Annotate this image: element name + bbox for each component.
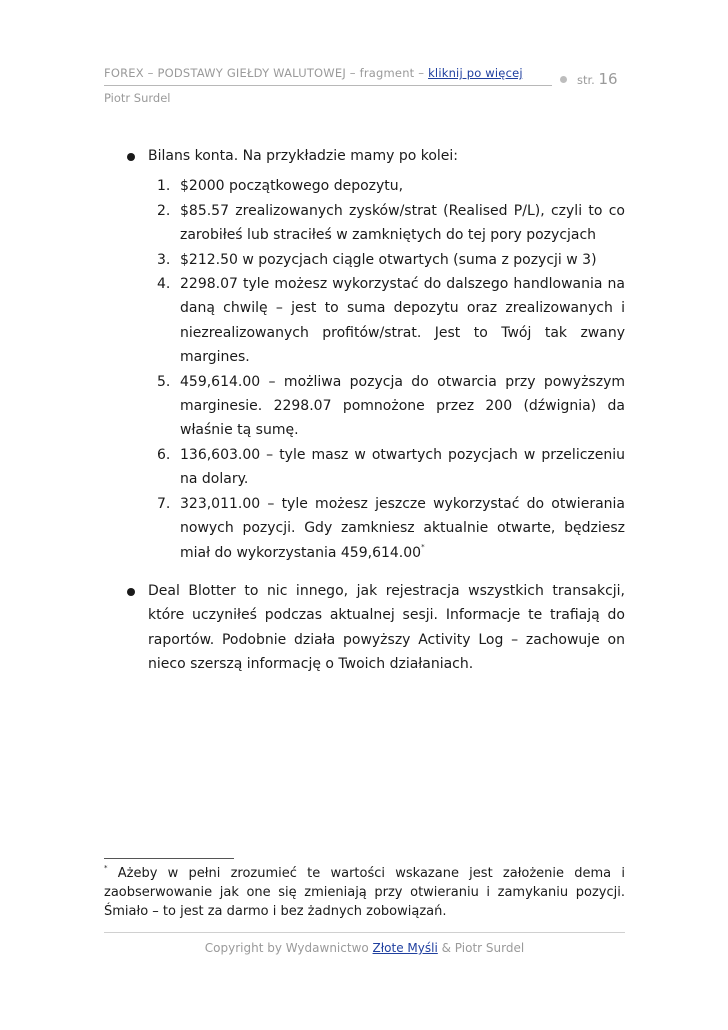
- footer-rule: [104, 932, 625, 933]
- list-item-text: 459,614.00 – możliwa pozycja do otwarcia przy powyższym marginesie. 2298.07 pomnożone przez 200 (dźwignia) da właśnie tą sumę.: [180, 373, 625, 439]
- header-author: Piotr Surdel: [104, 91, 171, 105]
- publisher-link[interactable]: Złote Myśli: [372, 941, 438, 955]
- page-footer: [104, 941, 625, 955]
- footnote-rule: [104, 858, 234, 859]
- footer-suffix: & Piotr Surdel: [441, 941, 525, 955]
- list-number: 2.: [157, 202, 171, 219]
- bullet-icon: [127, 153, 135, 161]
- bullet-dot-icon: [560, 76, 567, 83]
- list-item: [104, 443, 625, 492]
- more-link[interactable]: kliknij po więcej: [428, 66, 523, 80]
- list-item-text: 323,011.00 – tyle możesz jeszcze wykorzystać do otwierania nowych pozycji. Gdy zamkniesz aktualnie otwarte, będziesz miał do wykorzystania 459,614.00: [180, 495, 625, 561]
- list-number: 7.: [157, 495, 171, 512]
- list-item-text: 2298.07 tyle możesz wykorzystać do dalszego handlowania na daną chwilę – jest to suma depozytu oraz zrealizowanych i niezrealizowanych profitów/strat. Jest to Twój tak zwany margines.: [180, 276, 625, 366]
- list-number: 5.: [157, 373, 171, 390]
- list-item: [104, 248, 625, 272]
- list-item: [104, 199, 625, 248]
- header-rule: [104, 85, 552, 86]
- header-title: FOREX – PODSTAWY GIEŁDY WALUTOWEJ – fragment –: [104, 66, 425, 80]
- footnote-mark: *: [104, 864, 108, 872]
- page-header: [104, 66, 624, 88]
- numbered-list: [104, 174, 625, 565]
- list-item: [104, 370, 625, 443]
- list-number: 3.: [157, 251, 171, 268]
- page-number-indicator: [560, 70, 618, 88]
- page-number: 16: [598, 70, 618, 88]
- list-item: [104, 272, 625, 370]
- bullet-icon: [127, 588, 135, 596]
- bullet-item: [104, 144, 625, 168]
- list-number: 4.: [157, 276, 171, 293]
- footnote: [104, 864, 625, 921]
- list-item: [104, 174, 625, 198]
- main-content: [104, 144, 625, 677]
- footer-prefix: Copyright by Wydawnictwo: [204, 941, 369, 955]
- list-item-text: $85.57 zrealizowanych zysków/strat (Realised P/L), czyli to co zarobiłeś lub straciłeś w zamkniętych do tej pory pozycjach: [180, 202, 625, 244]
- footnote-reference: *: [421, 542, 425, 551]
- list-item: [104, 492, 625, 565]
- list-item-text: $212.50 w pozycjach ciągle otwartych (suma z pozycji w 3): [180, 251, 597, 268]
- list-number: 1.: [157, 178, 171, 195]
- list-item-text: $2000 początkowego depozytu,: [180, 178, 404, 195]
- list-item-text: 136,603.00 – tyle masz w otwartych pozycjach w przeliczeniu na dolary.: [180, 446, 625, 488]
- bullet-text: Deal Blotter to nic innego, jak rejestracja wszystkich transakcji, które uczyniłeś podczas aktualnej sesji. Informacje te trafiają do raportów. Podobnie działa powyższy Activity Log – zachowuje on nieco szerszą informację o Twoich działaniach.: [148, 582, 625, 673]
- bullet-text: Bilans konta. Na przykładzie mamy po kolei:: [148, 148, 459, 164]
- footnote-text: Ażeby w pełni zrozumieć te wartości wskazane jest założenie dema i zaobserwowanie jak one się zmieniają przy otwieraniu i zamykaniu pozycji. Śmiało – to jest za darmo i bez żadnych zobowiązań.: [104, 866, 625, 919]
- list-number: 6.: [157, 446, 171, 463]
- page-label: str.: [577, 73, 595, 87]
- bullet-item: [104, 579, 625, 677]
- header-title-line: [104, 66, 624, 80]
